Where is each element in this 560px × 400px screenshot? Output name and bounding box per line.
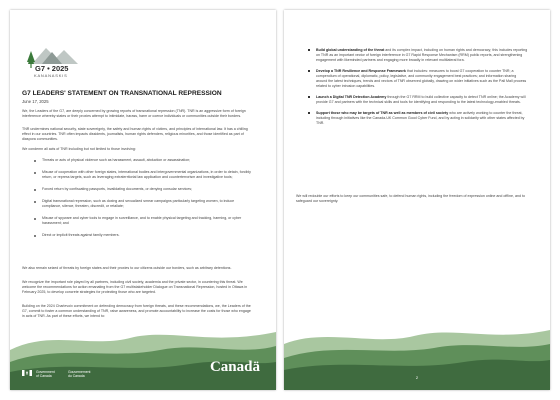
list-item [308,95,528,105]
list-item: Misuse of spyware and cyber tools to engage in surveillance, and to enable physical targeting and tracking, harming, or cyber harassment; and [34,216,254,226]
document-date: June 17, 2025 [22,99,49,104]
closing-paragraph-1: We also remain seized of threats by foreign states and their proxies to our citizens outside our borders, such as arbitrary detentions. [22,266,232,270]
page-title: G7 LEADERS' STATEMENT ON TRANSNATIONAL REPRESSION [22,90,222,97]
logo-subtext: KANANASKIS [34,73,68,78]
item-lead: Launch a Digital TNR Detection Academy [316,95,387,99]
canada-flag-icon [22,370,32,376]
list-item: Direct or implicit threats against family members. [34,233,254,238]
page-number: 2 [415,375,419,380]
list-item: Forced return by confiscating passports, invalidating documents, or denying consular services; [34,187,254,192]
document-page-2 [284,10,550,390]
item-text: and its complex impact, including on human rights and democracy; this includes reporting on TNR as an important vector of foreign interference in G7 Rapid Response Mechanism (RRM) public reports, and strengthening engagement with likeminded partners and engaging more broadly in relevant multilateral fora. [316,48,528,62]
list-item: Digital transnational repression, such as doxing and sexualized smear campaigns particularly targeting women, to induce compliance, silence, threaten, discredit, or retaliate; [34,199,254,209]
item-lead: Support those who may be targets of TNR as well as members of civil society [316,111,449,115]
closing-paragraph-2: We recognize the important role played by all partners, including civil society, academia and the private sector, in countering this threat. We welcome the recommendations for action emanating from the G7 multistakeholder Dialogue on Transnational Repression, hosted in Ottawa in February 2025, to develop concrete strategies for protecting those who are targeted. [22,280,248,294]
item-text: who are actively working to counter the threat, including through initiatives like the Canada-UK Common Good Cyber Fund, and by acting in solidarity with other states affected by TNR. [316,111,525,125]
list-item [308,111,528,126]
closing-paragraph-3: Building on the 2024 Charlevoix commitment on defending democracy from foreign threats, and these recommendations, we, the Leaders of the G7, commit to foster a common understanding of TNR, raise awareness, and promote accountability to increase the costs for those who engage in acts of TNR. As part of these efforts, we intend to: [22,304,251,318]
government-of-canada-fr: Gouvernement du Canada [68,370,91,378]
commitments-list [308,48,528,132]
canada-wordmark: Canadä [209,359,260,375]
closing-paragraph: We will redouble our efforts to keep our communities safe, to defend human rights, including the freedom of expression online and offline, and to safeguard our sovereignty. [296,194,525,203]
intro-paragraph-2: TNR undermines national security, state sovereignty, the safety and human rights of victims, and principles of international law. It has a chilling effect in our countries. TNR often impacts dissidents, journalists, human rights defenders, religious minorities, and those identified as part of diaspora communities. [22,127,248,141]
item-text: that includes: measures to boost G7 cooperation to counter TNR; a compendium of operational, diplomatic, policy, legislative, and community engagement best practices; and information sharing around the latest techniques, trends and vectors of TNR observed globally, drawing on wider initiatives such as the Pall Mall process related to cyber intrusion capabilities. [316,69,527,88]
list-item: Threats or acts of physical violence such as harassment, assault, abduction or assassination; [34,158,254,163]
footer-hills-graphic [10,320,276,390]
item-lead: Build global understanding of the threat [316,48,385,52]
document-page-1 [10,10,276,390]
condemned-acts-list [34,158,254,245]
government-of-canada-en: Government of Canada [36,370,55,378]
list-item [308,69,528,89]
logo-text: G7 • 2025 [35,64,69,73]
list-item [308,48,528,63]
list-intro: We condemn all acts of TNR including but not limited to those involving: [22,147,136,151]
item-text: through the G7 RRM to build collective capacity to detect TNR online; the Academy will provide G7 and partners with the technical skills and tools for identifying and responding to the latest technology-enabled threats. [316,95,526,104]
item-lead: Develop a TNR Resilience and Response Framework [316,69,406,73]
intro-paragraph-1: We, the Leaders of the G7, are deeply concerned by growing reports of transnational repression (TNR). TNR is an aggressive form of foreign interference whereby states or their proxies attempt to intimidate, harass, harm or coerce individuals or communities outside their borders. [22,109,246,118]
list-item: Misuse of cooperation with other foreign states, international bodies and intergovernmental organizations, in order to detain, forcibly return, or repress targets, such as leveraging extraterritorial law application and counterterrorism and investigative tools; [34,170,254,180]
